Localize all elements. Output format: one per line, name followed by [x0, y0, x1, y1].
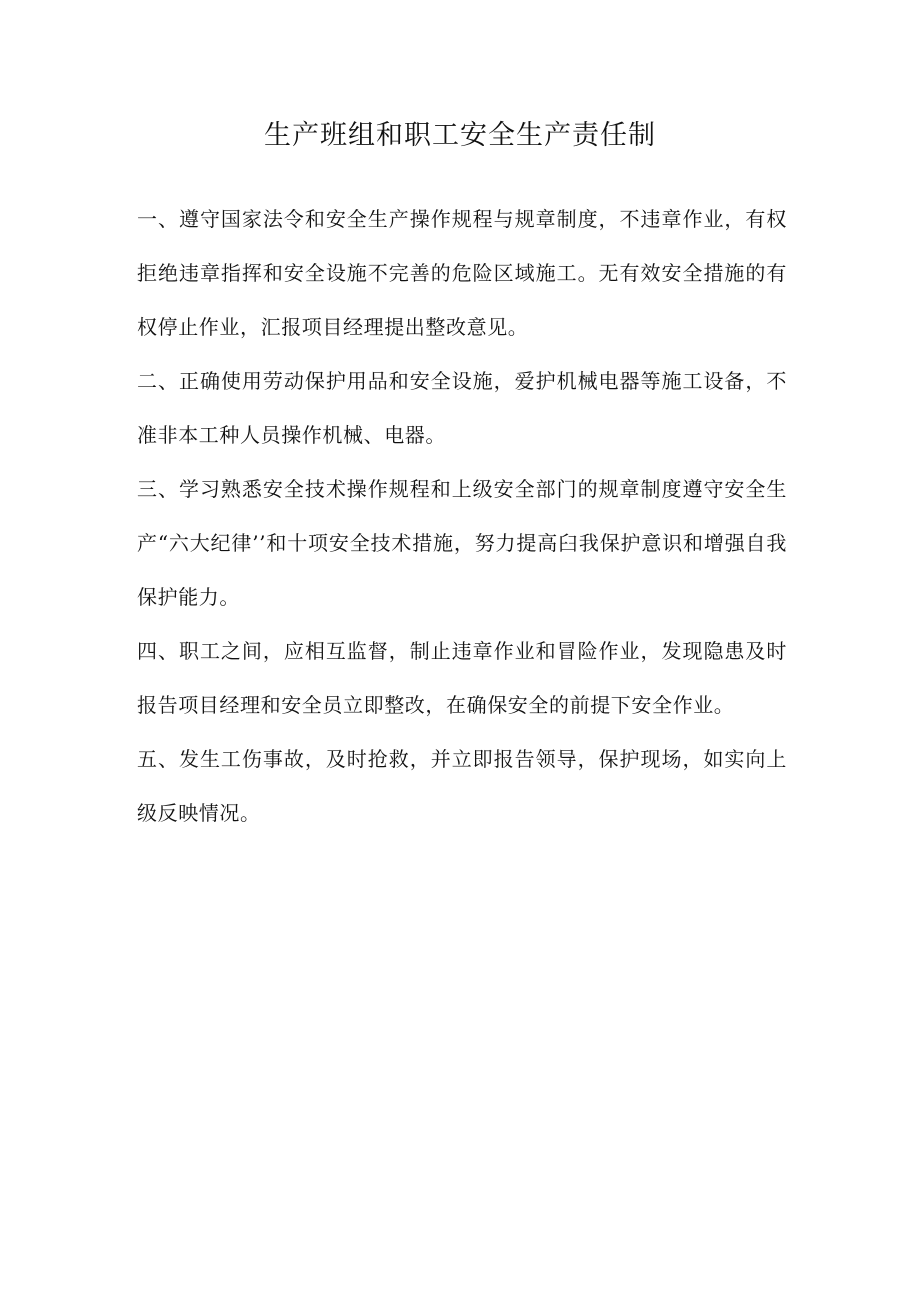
- paragraph-5: 五、发生工伤事故，及时抢救，并立即报告领导，保护现场，如实向上级反映情况。: [137, 747, 787, 825]
- paragraph-3: 三、学习熟悉安全技术操作规程和上级安全部门的规章制度遵守安全生产“六大纪律’’和十项安全技术措施，努力提高臼我保护意识和增强自我保护能力。: [137, 477, 787, 609]
- paragraph-4: 四、职工之间，应相互监督，制止违章作业和冒险作业，发现隐患及时报告项目经理和安全员立即整改，在确保安全的前提下安全作业。: [137, 639, 787, 717]
- paragraph-2: 二、正确使用劳动保护用品和安全设施，爱护机械电器等施工设备，不准非本工种人员操作机械、电器。: [137, 369, 787, 447]
- document-title: 生产班组和职工安全生产责任制: [264, 120, 656, 151]
- document-body: [137, 192, 787, 840]
- paragraph-1: 一、遵守国家法令和安全生产操作规程与规章制度，不违章作业，有权拒绝违章指挥和安全设施不完善的危险区域施工。无有效安全措施的有权停止作业，汇报项目经理提出整改意见。: [137, 207, 787, 339]
